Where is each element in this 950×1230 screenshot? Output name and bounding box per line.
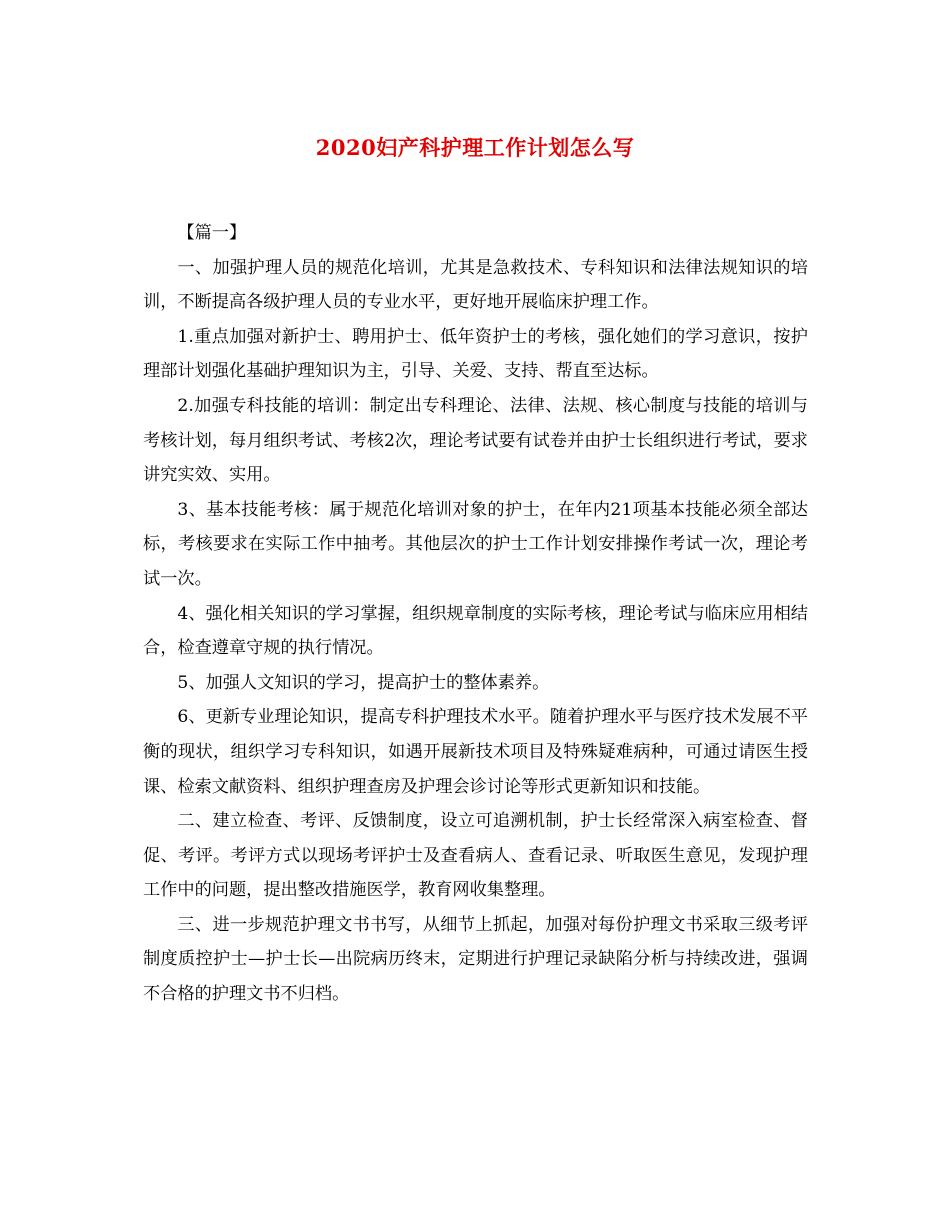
paragraph: 三、进一步规范护理文书书写，从细节上抓起，加强对每份护理文书采取三级考评制度质控护士—护士长—出院病历终末，定期进行护理记录缺陷分析与持续改进，强调不合格的护理文书不归档。 (143, 914, 808, 1005)
paragraph: 5、加强人文知识的学习，提高护士的整体素养。 (177, 672, 550, 693)
document-body (143, 216, 808, 1012)
document-title: 2020妇产科护理工作计划怎么写 (315, 135, 635, 160)
section-heading: 【篇一】 (177, 223, 247, 243)
paragraph: 一、加强护理人员的规范化培训，尤其是急救技术、专科知识和法律法规知识的培训，不断提高各级护理人员的专业水平，更好地开展临床护理工作。 (143, 257, 808, 313)
paragraph: 3、基本技能考核：属于规范化培训对象的护士，在年内21项基本技能必须全部达标，考核要求在实际工作中抽考。其他层次的护士工作计划安排操作考试一次，理论考试一次。 (143, 499, 808, 589)
paragraph: 4、强化相关知识的学习掌握，组织规章制度的实际考核，理论考试与临床应用相结合，检查遵章守规的执行情况。 (143, 603, 808, 659)
paragraph: 1.重点加强对新护士、聘用护士、低年资护士的考核，强化她们的学习意识，按护理部计划强化基础护理知识为主，引导、关爱、支持、帮直至达标。 (143, 326, 808, 382)
paragraph: 二、建立检查、考评、反馈制度，设立可追溯机制，护士长经常深入病室检查、督促、考评。考评方式以现场考评护士及查看病人、查看记录、听取医生意见，发现护理工作中的问题，提出整改措施医学，教育网收集整理。 (143, 811, 808, 901)
paragraph: 2.加强专科技能的培训：制定出专科理论、法律、法规、核心制度与技能的培训与考核计划，每月组织考试、考核2次，理论考试要有试卷并由护士长组织进行考试，要求讲究实效、实用。 (143, 395, 808, 486)
paragraph: 6、更新专业理论知识，提高专科护理技术水平。随着护理水平与医疗技术发展不平衡的现状，组织学习专科知识，如遇开展新技术项目及特殊疑难病种，可通过请医生授课、检索文献资料、组织护理查房及护理会诊讨论等形式更新知识和技能。 (143, 707, 808, 797)
